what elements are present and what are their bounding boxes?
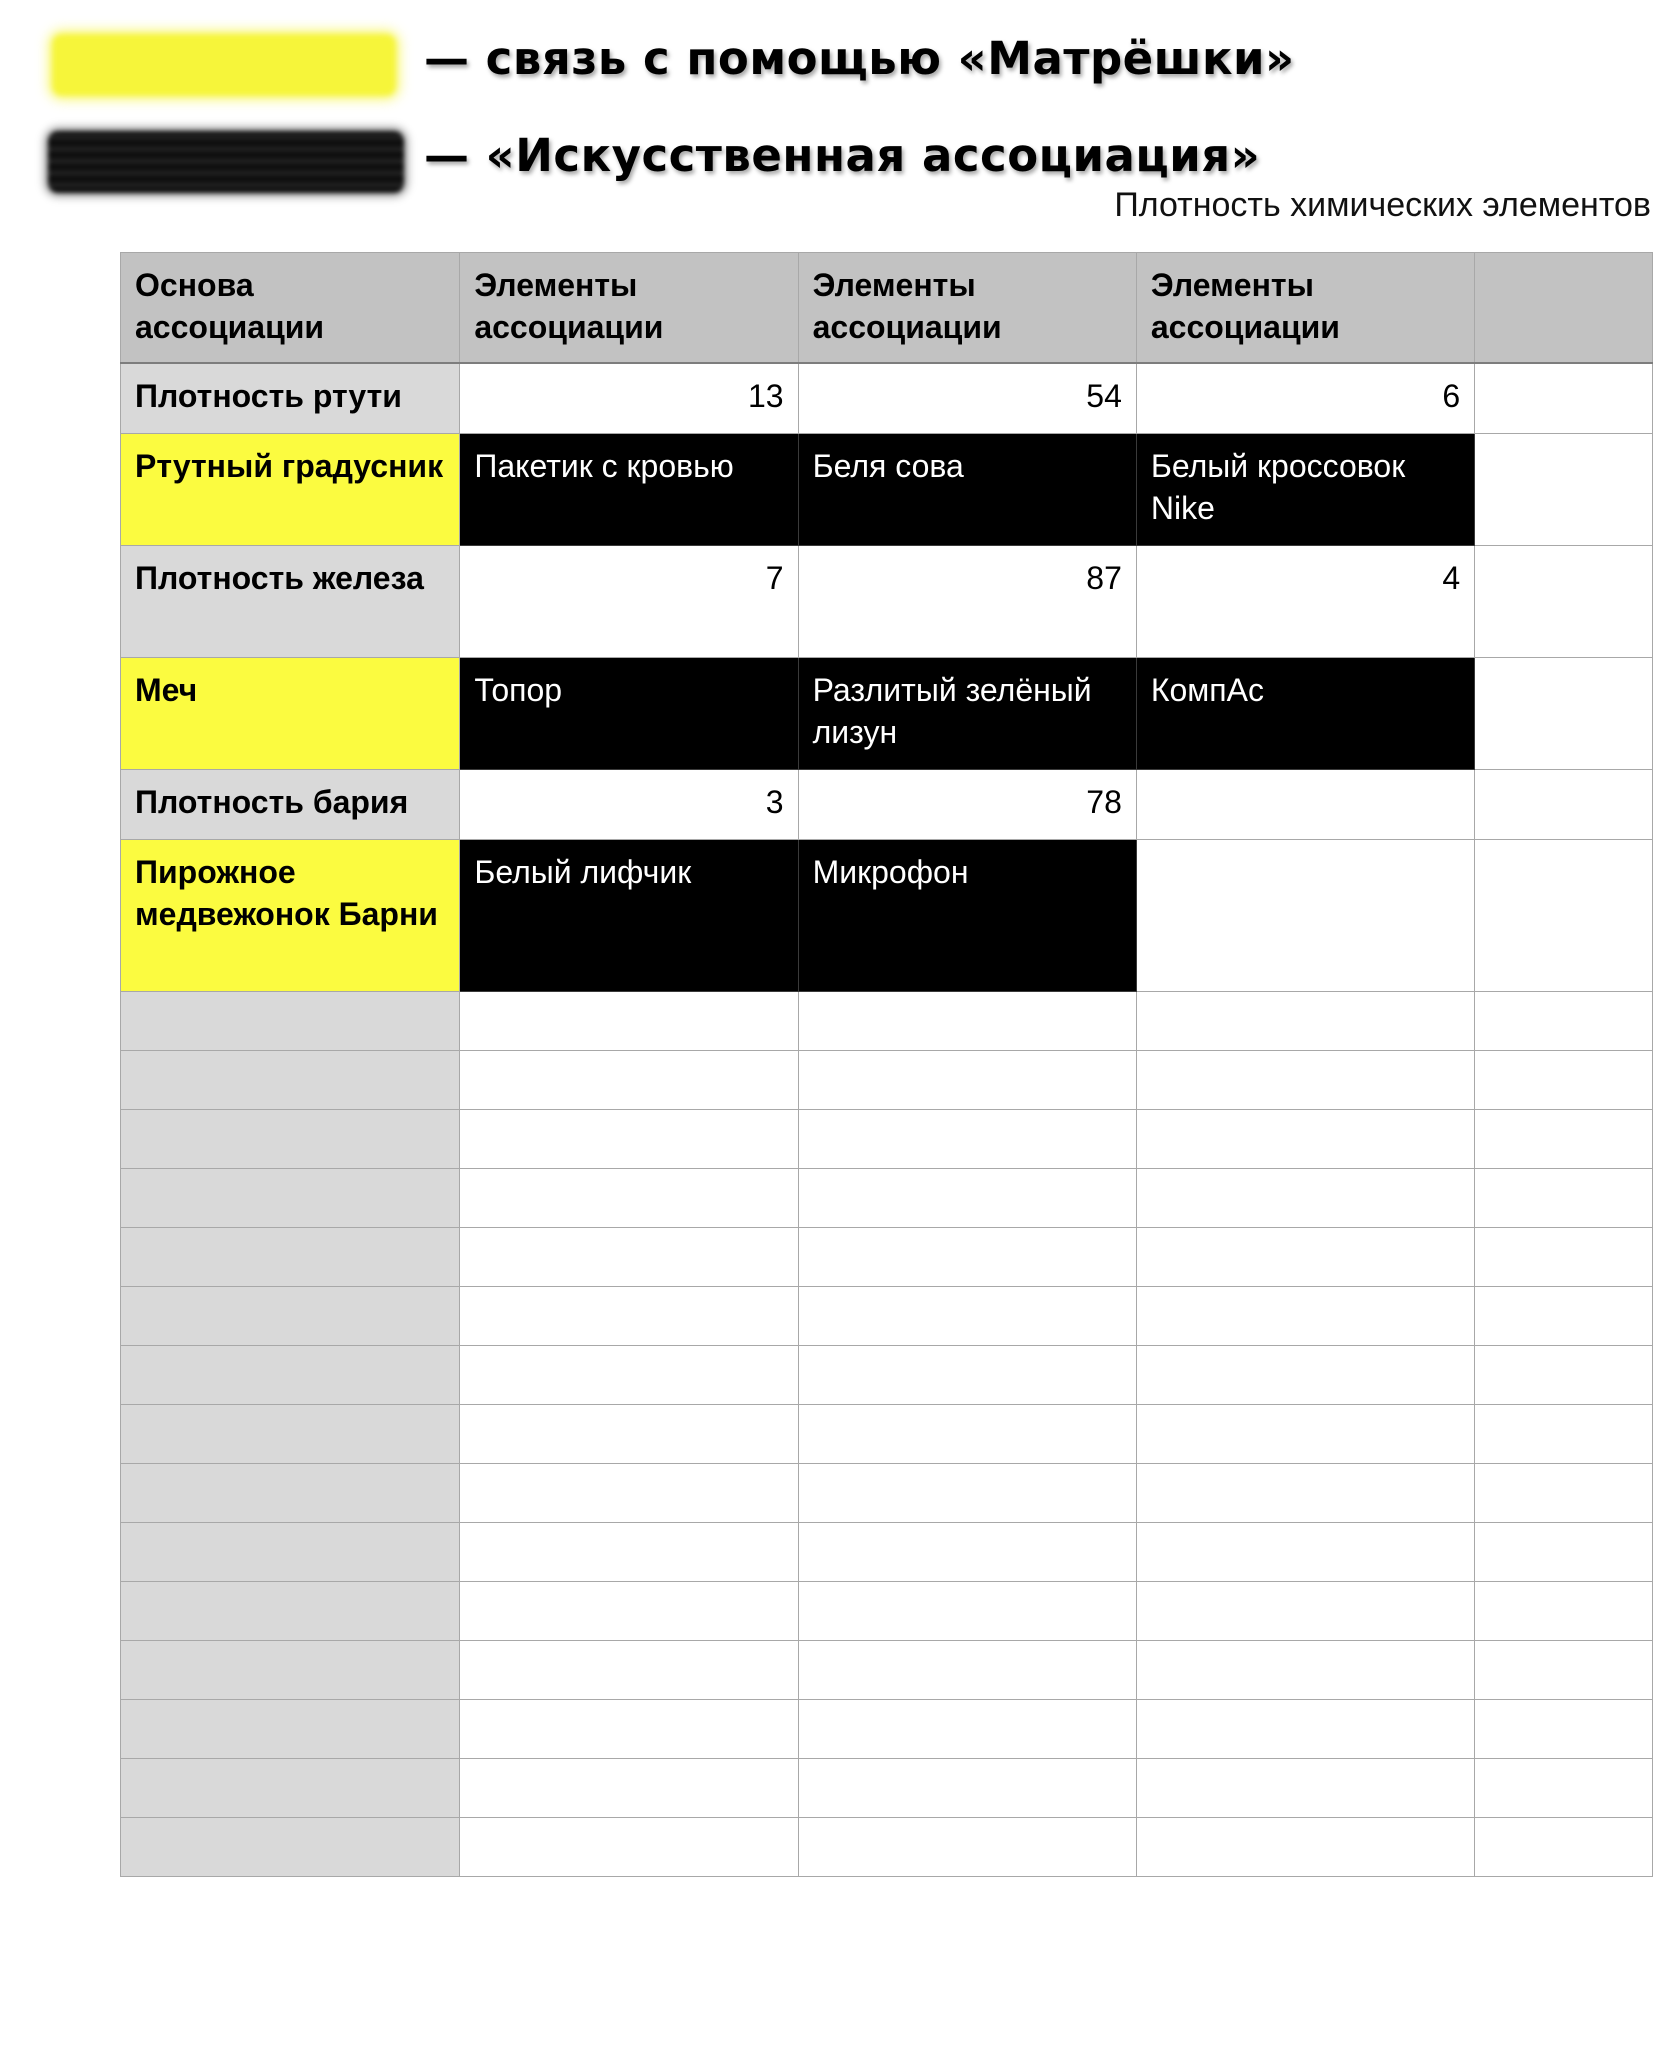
empty-cell[interactable] <box>798 1700 1136 1759</box>
cell-value[interactable] <box>1136 770 1474 840</box>
empty-cell[interactable] <box>1475 1464 1653 1523</box>
empty-cell[interactable] <box>1475 840 1653 992</box>
empty-row <box>121 1228 1653 1287</box>
empty-cell[interactable] <box>121 1169 460 1228</box>
empty-cell[interactable] <box>121 1759 460 1818</box>
empty-cell[interactable] <box>1475 1759 1653 1818</box>
empty-cell[interactable] <box>798 1641 1136 1700</box>
empty-cell[interactable] <box>1136 1464 1474 1523</box>
empty-cell[interactable] <box>1475 434 1653 546</box>
empty-cell[interactable] <box>798 1464 1136 1523</box>
cell-value[interactable]: 78 <box>798 770 1136 840</box>
empty-row <box>121 1523 1653 1582</box>
legend-black-text: — «Искусственная ассоциация» <box>424 129 1261 182</box>
empty-cell[interactable] <box>798 1759 1136 1818</box>
empty-row <box>121 1169 1653 1228</box>
empty-cell[interactable] <box>1475 1405 1653 1464</box>
association-cell[interactable]: Белый кроссовок Nike <box>1136 434 1474 546</box>
table-row <box>121 770 1653 840</box>
empty-cell[interactable] <box>1475 546 1653 658</box>
empty-cell[interactable] <box>1136 992 1474 1051</box>
empty-cell[interactable] <box>460 1346 798 1405</box>
empty-row <box>121 1700 1653 1759</box>
empty-cell[interactable] <box>1475 1169 1653 1228</box>
empty-cell[interactable] <box>798 1405 1136 1464</box>
empty-cell[interactable] <box>1475 363 1653 434</box>
header-cell[interactable] <box>1475 253 1653 364</box>
legend-yellow-text: — связь с помощью «Матрёшки» <box>424 32 1295 85</box>
cell-value[interactable]: 7 <box>460 546 798 658</box>
empty-cell[interactable] <box>1475 1641 1653 1700</box>
cell-value[interactable]: 4 <box>1136 546 1474 658</box>
empty-cell[interactable] <box>121 1346 460 1405</box>
empty-cell[interactable] <box>460 1405 798 1464</box>
empty-cell[interactable] <box>1136 1582 1474 1641</box>
empty-cell[interactable] <box>1475 658 1653 770</box>
spreadsheet-table <box>120 252 1653 1877</box>
empty-row <box>121 992 1653 1051</box>
empty-cell[interactable] <box>460 1228 798 1287</box>
empty-cell[interactable] <box>121 1405 460 1464</box>
row-label-iron-density[interactable]: Плотность железа <box>121 546 460 658</box>
empty-cell[interactable] <box>1475 770 1653 840</box>
blank-rows <box>121 992 1653 1877</box>
empty-row <box>121 1464 1653 1523</box>
empty-row <box>121 1759 1653 1818</box>
cell-value[interactable]: 54 <box>798 363 1136 434</box>
empty-cell[interactable] <box>460 1641 798 1700</box>
empty-cell[interactable] <box>1475 1523 1653 1582</box>
empty-cell[interactable] <box>1475 1700 1653 1759</box>
empty-row <box>121 1287 1653 1346</box>
empty-cell[interactable] <box>798 992 1136 1051</box>
empty-cell[interactable] <box>460 1169 798 1228</box>
empty-cell[interactable] <box>460 1523 798 1582</box>
header-cell[interactable]: Элементы ассоциации <box>1136 253 1474 364</box>
row-label-mercury-thermometer[interactable]: Ртутный градусник <box>121 434 460 546</box>
empty-cell[interactable] <box>121 1818 460 1877</box>
empty-cell[interactable] <box>1475 1582 1653 1641</box>
empty-cell[interactable] <box>1136 1759 1474 1818</box>
empty-cell[interactable] <box>1136 1700 1474 1759</box>
empty-cell[interactable] <box>121 1228 460 1287</box>
empty-cell[interactable] <box>121 1700 460 1759</box>
empty-cell[interactable] <box>798 1346 1136 1405</box>
association-cell[interactable]: Топор <box>460 658 798 770</box>
empty-cell[interactable] <box>1136 1346 1474 1405</box>
row-label-sword[interactable]: Меч <box>121 658 460 770</box>
empty-cell[interactable] <box>798 1287 1136 1346</box>
cell-value[interactable]: 13 <box>460 363 798 434</box>
empty-cell[interactable] <box>798 1818 1136 1877</box>
association-cell[interactable]: Пакетик с кровью <box>460 434 798 546</box>
sheet-title: Плотность химических элементов <box>1114 186 1651 224</box>
empty-row <box>121 1641 1653 1700</box>
empty-cell[interactable] <box>460 1818 798 1877</box>
empty-cell[interactable] <box>460 1759 798 1818</box>
empty-cell[interactable] <box>460 1110 798 1169</box>
empty-cell[interactable] <box>798 1051 1136 1110</box>
empty-cell[interactable] <box>1475 1287 1653 1346</box>
empty-cell[interactable] <box>121 1582 460 1641</box>
empty-cell[interactable] <box>1136 840 1474 992</box>
empty-cell[interactable] <box>121 1287 460 1346</box>
empty-cell[interactable] <box>1136 1523 1474 1582</box>
empty-cell[interactable] <box>121 1464 460 1523</box>
empty-cell[interactable] <box>1136 1110 1474 1169</box>
empty-cell[interactable] <box>460 992 798 1051</box>
empty-cell[interactable] <box>1475 1818 1653 1877</box>
empty-cell[interactable] <box>460 1051 798 1110</box>
empty-cell[interactable] <box>1475 1110 1653 1169</box>
table-row <box>121 434 1653 546</box>
empty-cell[interactable] <box>121 1110 460 1169</box>
empty-cell[interactable] <box>798 1110 1136 1169</box>
association-cell[interactable]: Беля сова <box>798 434 1136 546</box>
association-cell[interactable]: Разлитый зелёный лизун <box>798 658 1136 770</box>
empty-cell[interactable] <box>121 1523 460 1582</box>
table-row <box>121 546 1653 658</box>
empty-row <box>121 1110 1653 1169</box>
empty-cell[interactable] <box>1136 1228 1474 1287</box>
empty-cell[interactable] <box>798 1582 1136 1641</box>
header-cell[interactable]: Элементы ассоциации <box>798 253 1136 364</box>
cell-value[interactable]: 6 <box>1136 363 1474 434</box>
empty-cell[interactable] <box>460 1287 798 1346</box>
empty-cell[interactable] <box>460 1582 798 1641</box>
association-cell[interactable]: КомпАс <box>1136 658 1474 770</box>
empty-cell[interactable] <box>1475 992 1653 1051</box>
empty-cell[interactable] <box>121 1051 460 1110</box>
empty-row <box>121 1051 1653 1110</box>
empty-cell[interactable] <box>121 1641 460 1700</box>
empty-cell[interactable] <box>1475 1051 1653 1110</box>
empty-cell[interactable] <box>460 1464 798 1523</box>
table-row <box>121 658 1653 770</box>
empty-row <box>121 1818 1653 1877</box>
empty-cell[interactable] <box>1136 1818 1474 1877</box>
table-row <box>121 363 1653 434</box>
empty-cell[interactable] <box>1136 1405 1474 1464</box>
empty-cell[interactable] <box>1136 1641 1474 1700</box>
black-marker-swatch <box>48 131 404 193</box>
empty-cell[interactable] <box>1136 1169 1474 1228</box>
empty-cell[interactable] <box>1136 1051 1474 1110</box>
header-cell[interactable]: Основа ассоциации <box>121 253 460 364</box>
empty-row <box>121 1582 1653 1641</box>
header-row <box>121 253 1653 364</box>
association-cell[interactable]: Белый лифчик <box>460 840 798 992</box>
row-label-barney-cake[interactable]: Пирожное медвежонок Барни <box>121 840 460 992</box>
empty-cell[interactable] <box>121 992 460 1051</box>
empty-cell[interactable] <box>1136 1287 1474 1346</box>
empty-cell[interactable] <box>798 1169 1136 1228</box>
empty-cell[interactable] <box>460 1700 798 1759</box>
empty-cell[interactable] <box>798 1523 1136 1582</box>
empty-row <box>121 1346 1653 1405</box>
cell-value[interactable]: 3 <box>460 770 798 840</box>
table-row <box>121 840 1653 992</box>
empty-row <box>121 1405 1653 1464</box>
row-label-mercury-density[interactable]: Плотность ртути <box>121 363 460 434</box>
header-cell[interactable]: Элементы ассоциации <box>460 253 798 364</box>
empty-cell[interactable] <box>798 1228 1136 1287</box>
yellow-highlighter-swatch <box>52 34 396 96</box>
empty-cell[interactable] <box>1475 1228 1653 1287</box>
empty-cell[interactable] <box>1475 1346 1653 1405</box>
row-label-barium-density[interactable]: Плотность бария <box>121 770 460 840</box>
association-cell[interactable]: Микрофон <box>798 840 1136 992</box>
cell-value[interactable]: 87 <box>798 546 1136 658</box>
